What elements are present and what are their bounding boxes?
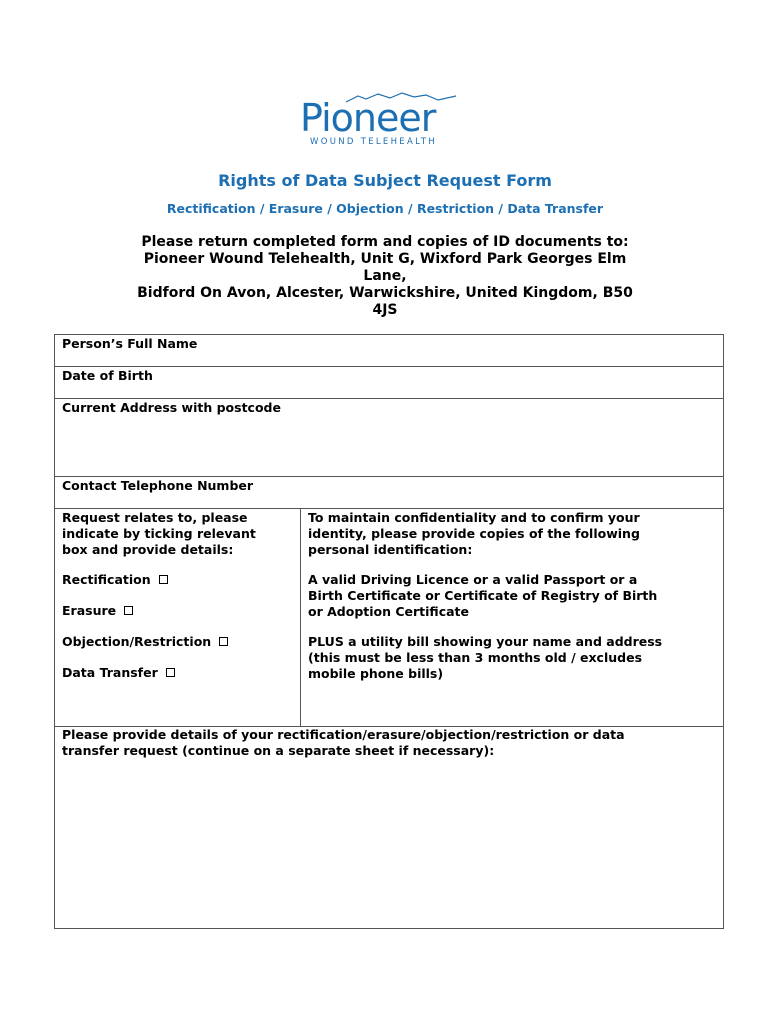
utility-bill-note: PLUS a utility bill showing your name and address (this must be less than 3 months old / excludes mobile phone bills) <box>308 634 663 681</box>
return-line: Lane, <box>363 268 407 284</box>
page-subtitle: Rectification / Erasure / Objection / Restriction / Data Transfer <box>166 201 604 216</box>
identity-intro: To maintain confidentiality and to confirm your identity, please provide copies of the following personal identification: <box>308 510 640 557</box>
option-rectification[interactable] <box>62 572 168 588</box>
option-data-transfer[interactable] <box>62 665 175 681</box>
request-options-column <box>55 509 301 726</box>
address-label: Current Address with postcode <box>62 400 281 415</box>
phone-field[interactable] <box>55 477 723 509</box>
checkbox-icon[interactable] <box>159 575 168 584</box>
dob-label: Date of Birth <box>62 368 153 383</box>
details-field[interactable] <box>55 727 723 929</box>
option-label: Erasure <box>62 603 117 618</box>
logo-wordmark: Pioneer <box>300 96 436 140</box>
option-objection-restriction[interactable] <box>62 634 228 650</box>
return-line: Please return completed form and copies of ID documents to: <box>141 234 629 250</box>
option-label: Data Transfer <box>62 665 158 680</box>
full-name-label: Person’s Full Name <box>62 336 198 351</box>
address-field[interactable] <box>55 399 723 477</box>
identity-column <box>301 509 723 726</box>
details-label: Please provide details of your rectification/erasure/objection/restriction or data transfer request (continue on a separate sheet if necessary): <box>62 727 625 758</box>
return-address <box>100 234 670 319</box>
logo-tagline: WOUND TELEHEALTH <box>310 137 438 147</box>
option-label: Objection/Restriction <box>62 634 212 649</box>
return-line: 4JS <box>372 302 398 318</box>
page-title: Rights of Data Subject Request Form <box>218 171 552 190</box>
option-erasure[interactable] <box>62 603 133 619</box>
checkbox-icon[interactable] <box>124 606 133 615</box>
request-intro: Request relates to, please indicate by ticking relevant box and provide details: <box>62 510 256 557</box>
option-label: Rectification <box>62 572 151 587</box>
request-section <box>55 509 723 727</box>
full-name-field[interactable] <box>55 335 723 367</box>
company-logo <box>300 92 470 154</box>
dob-field[interactable] <box>55 367 723 399</box>
request-form <box>54 334 724 929</box>
return-line: Pioneer Wound Telehealth, Unit G, Wixford Park Georges Elm <box>143 251 627 267</box>
identity-documents: A valid Driving Licence or a valid Passport or a Birth Certificate or Certificate of Registry of Birth or Adoption Certificate <box>308 572 658 619</box>
checkbox-icon[interactable] <box>219 637 228 646</box>
return-line: Bidford On Avon, Alcester, Warwickshire, United Kingdom, B50 <box>137 285 633 301</box>
checkbox-icon[interactable] <box>166 668 175 677</box>
phone-label: Contact Telephone Number <box>62 478 254 493</box>
